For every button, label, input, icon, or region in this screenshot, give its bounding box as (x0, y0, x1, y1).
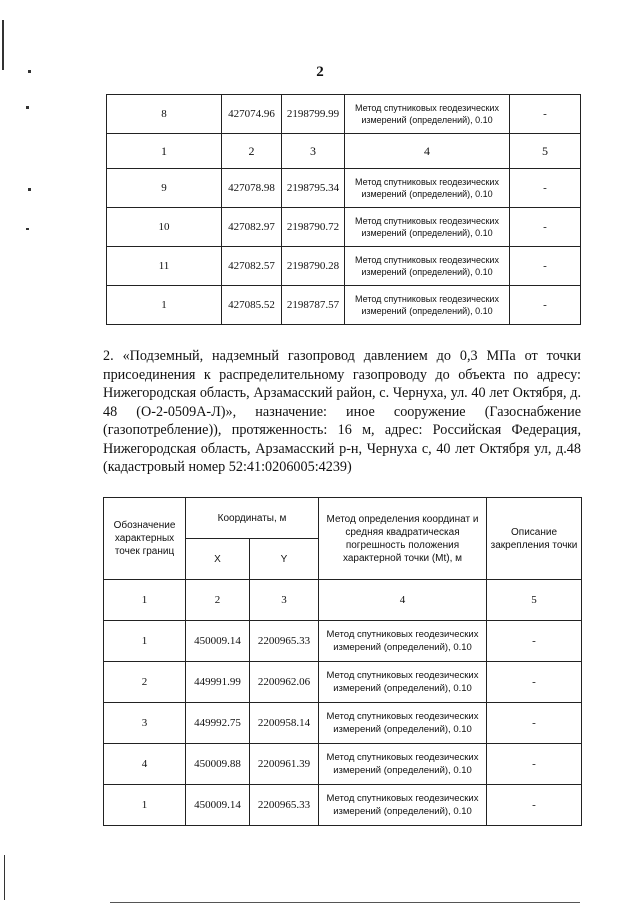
coord-x: 450009.88 (186, 744, 250, 785)
desc-cell: - (487, 621, 582, 662)
margin-mark (26, 228, 29, 230)
method-cell: Метод спутниковых геодезических измерений (определений), 0.10 (345, 208, 510, 247)
table-row (104, 662, 582, 703)
col-number: 4 (319, 580, 487, 621)
point-number: 10 (107, 208, 222, 247)
coord-y: 2200965.33 (250, 785, 319, 826)
page-number: 2 (316, 64, 324, 80)
point-number: 2 (104, 662, 186, 703)
coord-y: 2198790.28 (282, 247, 345, 286)
point-number: 1 (104, 621, 186, 662)
col-number: 2 (186, 580, 250, 621)
method-cell: Метод спутниковых геодезических измерений (определений), 0.10 (319, 703, 487, 744)
method-cell: Метод спутниковых геодезических измерений (определений), 0.10 (319, 744, 487, 785)
coord-y: 2200958.14 (250, 703, 319, 744)
coord-x: 427082.97 (222, 208, 282, 247)
coord-y: 2200961.39 (250, 744, 319, 785)
desc-cell: - (487, 703, 582, 744)
coord-x: 427074.96 (222, 95, 282, 134)
point-number: 1 (107, 134, 222, 169)
method-cell: Метод спутниковых геодезических измерений (определений), 0.10 (345, 286, 510, 325)
table-row (104, 744, 582, 785)
margin-mark (28, 188, 31, 191)
desc-cell: - (510, 286, 581, 325)
method-cell: Метод спутниковых геодезических измерений (определений), 0.10 (319, 621, 487, 662)
col-number: 5 (487, 580, 582, 621)
method-cell: Метод спутниковых геодезических измерений (определений), 0.10 (319, 662, 487, 703)
table-row (107, 95, 581, 134)
margin-mark (4, 855, 5, 900)
point-number: 1 (104, 785, 186, 826)
table-row (104, 621, 582, 662)
desc-cell: - (487, 662, 582, 703)
method-cell: Метод спутниковых геодезических измерений (определений), 0.10 (345, 95, 510, 134)
desc-cell: - (510, 169, 581, 208)
point-number: 11 (107, 247, 222, 286)
coord-y: 2200965.33 (250, 621, 319, 662)
coord-x: 449991.99 (186, 662, 250, 703)
table-row (107, 169, 581, 208)
method-cell: 4 (345, 134, 510, 169)
col-number: 1 (104, 580, 186, 621)
desc-cell: - (487, 785, 582, 826)
coord-x: 427085.52 (222, 286, 282, 325)
desc-cell: - (510, 247, 581, 286)
coordinates-table-1 (106, 94, 581, 325)
coord-x: 450009.14 (186, 621, 250, 662)
coord-y: 2198790.72 (282, 208, 345, 247)
table-row (107, 286, 581, 325)
col-header-method: Метод определения координат и средняя квадратическая погрешность положения характерной точки (Mt), м (319, 498, 487, 580)
scan-edge (110, 902, 580, 903)
method-cell: Метод спутниковых геодезических измерений (определений), 0.10 (345, 169, 510, 208)
column-number-row (107, 134, 581, 169)
table-row (107, 208, 581, 247)
table-row (107, 247, 581, 286)
coord-x: 449992.75 (186, 703, 250, 744)
desc-cell: - (510, 208, 581, 247)
point-number: 3 (104, 703, 186, 744)
col-header-desc: Описание закрепления точки (487, 498, 582, 580)
col-header-y: Y (250, 539, 319, 580)
point-number: 8 (107, 95, 222, 134)
table-row (104, 785, 582, 826)
coord-x: 450009.14 (186, 785, 250, 826)
coord-y: 3 (282, 134, 345, 169)
point-number: 9 (107, 169, 222, 208)
coord-y: 2198787.57 (282, 286, 345, 325)
coord-x: 427078.98 (222, 169, 282, 208)
margin-mark (2, 20, 4, 70)
desc-cell: 5 (510, 134, 581, 169)
coord-x: 427082.57 (222, 247, 282, 286)
coordinates-table-2 (103, 497, 582, 826)
col-number: 3 (250, 580, 319, 621)
coord-y: 2200962.06 (250, 662, 319, 703)
col-header-point: Обозначение характерных точек границ (104, 498, 186, 580)
margin-mark (26, 106, 29, 109)
desc-cell: - (487, 744, 582, 785)
coord-y: 2198795.34 (282, 169, 345, 208)
coord-y: 2198799.99 (282, 95, 345, 134)
object-description: 2. «Подземный, надземный газопровод давлением до 0,3 МПа от точки присоединения к распределительному газопроводу до объекта по адресу: Нижегородская область, Арзамасский район, с. Чернуха, ул. 40 лет Октября, д. 48 (О-2-0509А-Л)», назначение: иное сооружение (Газоснабжение (газопотребление)), протяженность: 16 м, адрес: Российская Федерация, Нижегородская область, Арзамасский р-н, Чернуха с, 40 лет Октября ул, д.48 (кадастровый номер 52:41:0206005:4239) (103, 348, 581, 475)
col-header-coords: Координаты, м (186, 498, 319, 539)
method-cell: Метод спутниковых геодезических измерений (определений), 0.10 (319, 785, 487, 826)
table-row (104, 703, 582, 744)
coord-x: 2 (222, 134, 282, 169)
point-number: 4 (104, 744, 186, 785)
point-number: 1 (107, 286, 222, 325)
col-header-x: X (186, 539, 250, 580)
method-cell: Метод спутниковых геодезических измерений (определений), 0.10 (345, 247, 510, 286)
desc-cell: - (510, 95, 581, 134)
